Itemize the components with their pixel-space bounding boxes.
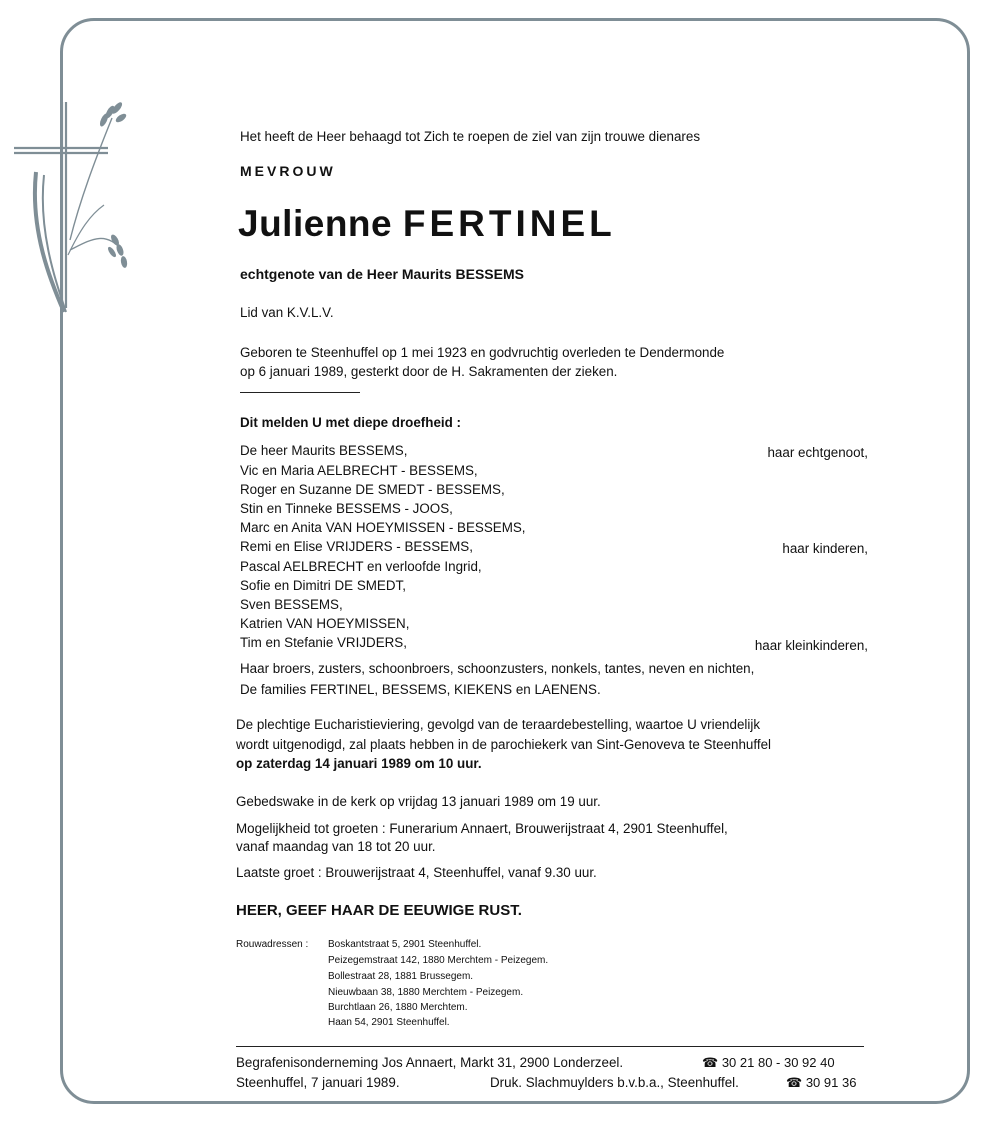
family-line: Tim en Stefanie VRIJDERS, <box>240 635 407 650</box>
address-item: Nieuwbaan 38, 1880 Merchtem - Peizegem. <box>328 987 524 998</box>
family-line: Pascal AELBRECHT en verloofde Ingrid, <box>240 559 482 574</box>
surname: FERTINEL <box>402 203 616 244</box>
last-greeting-text: Laatste groet : Brouwerijstraat 4, Steenhuffel, vanaf 9.30 uur. <box>236 865 597 880</box>
card-border <box>60 18 970 1104</box>
family-line: Katrien VAN HOEYMISSEN, <box>240 616 410 631</box>
date-place-text: Steenhuffel, 7 januari 1989. <box>236 1075 400 1090</box>
membership-text: Lid van K.V.L.V. <box>240 305 334 320</box>
family-line: De heer Maurits BESSEMS, <box>240 443 408 458</box>
announcement-heading: Dit melden U met diepe droefheid : <box>240 415 461 430</box>
printer-phone: 30 91 36 <box>805 1075 857 1090</box>
spouse-text: echtgenote van de Heer Maurits BESSEMS <box>240 266 524 282</box>
prayer-text: HEER, GEEF HAAR DE EEUWIGE RUST. <box>236 902 522 919</box>
address-item: Haan 54, 2901 Steenhuffel. <box>328 1017 450 1028</box>
relation-grandchildren: haar kleinkinderen, <box>754 638 868 653</box>
address-item: Bollestraat 28, 1881 Brussegem. <box>328 971 474 982</box>
printer-phone-line <box>786 1076 856 1089</box>
title-text: MEVROUW <box>240 163 336 179</box>
divider <box>240 392 360 393</box>
undertaker-phone-line <box>702 1056 835 1069</box>
cross-wheat-icon <box>0 0 150 360</box>
address-item: Boskantstraat 5, 2901 Steenhuffel. <box>328 939 482 950</box>
address-item: Peizegemstraat 142, 1880 Merchtem - Peizegem. <box>328 955 549 966</box>
addresses-label: Rouwadressen : <box>236 939 309 950</box>
phone-icon: ☎ <box>702 1055 719 1070</box>
service-line-2: wordt uitgenodigd, zal plaats hebben in de parochiekerk van Sint-Genoveva te Steenhuffel <box>236 737 771 752</box>
undertaker-phone: 30 21 80 - 30 92 40 <box>721 1055 835 1070</box>
family-line: Stin en Tinneke BESSEMS - JOOS, <box>240 501 453 516</box>
visitation-line-2: vanaf maandag van 18 tot 20 uur. <box>236 839 436 854</box>
relation-children: haar kinderen, <box>782 541 868 556</box>
family-line: Sven BESSEMS, <box>240 597 343 612</box>
family-line: De families FERTINEL, BESSEMS, KIEKENS en LAENENS. <box>240 682 601 697</box>
printer-text: Druk. Slachmuylders b.v.b.a., Steenhuffel. <box>490 1075 739 1090</box>
service-line-3: op zaterdag 14 januari 1989 om 10 uur. <box>236 756 482 771</box>
wake-text: Gebedswake in de kerk op vrijdag 13 januari 1989 om 19 uur. <box>236 794 601 809</box>
visitation-line-1: Mogelijkheid tot groeten : Funerarium Annaert, Brouwerijstraat 4, 2901 Steenhuffel, <box>236 821 728 836</box>
birth-death-line-2: op 6 januari 1989, gesterkt door de H. Sakramenten der zieken. <box>240 364 618 379</box>
phone-icon: ☎ <box>786 1075 803 1090</box>
service-line-1: De plechtige Eucharistieviering, gevolgd van de teraardebestelling, waartoe U vriendelijk <box>236 717 761 732</box>
family-line: Remi en Elise VRIJDERS - BESSEMS, <box>240 539 473 554</box>
family-line: Roger en Suzanne DE SMEDT - BESSEMS, <box>240 482 505 497</box>
family-line: Vic en Maria AELBRECHT - BESSEMS, <box>240 463 478 478</box>
family-line: Marc en Anita VAN HOEYMISSEN - BESSEMS, <box>240 520 526 535</box>
deceased-name <box>238 205 616 242</box>
family-line: Sofie en Dimitri DE SMEDT, <box>240 578 406 593</box>
first-name: Julienne <box>238 203 393 244</box>
address-item: Burchtlaan 26, 1880 Merchtem. <box>328 1002 468 1013</box>
intro-text: Het heeft de Heer behaagd tot Zich te roepen de ziel van zijn trouwe dienares <box>240 129 701 144</box>
undertaker-text: Begrafenisonderneming Jos Annaert, Markt 31, 2900 Londerzeel. <box>236 1055 624 1070</box>
birth-death-line-1: Geboren te Steenhuffel op 1 mei 1923 en godvruchtig overleden te Dendermonde <box>240 345 725 360</box>
relation-spouse: haar echtgenoot, <box>767 445 868 460</box>
footer-divider <box>236 1046 864 1047</box>
family-line: Haar broers, zusters, schoonbroers, schoonzusters, nonkels, tantes, neven en nichten, <box>240 661 755 676</box>
